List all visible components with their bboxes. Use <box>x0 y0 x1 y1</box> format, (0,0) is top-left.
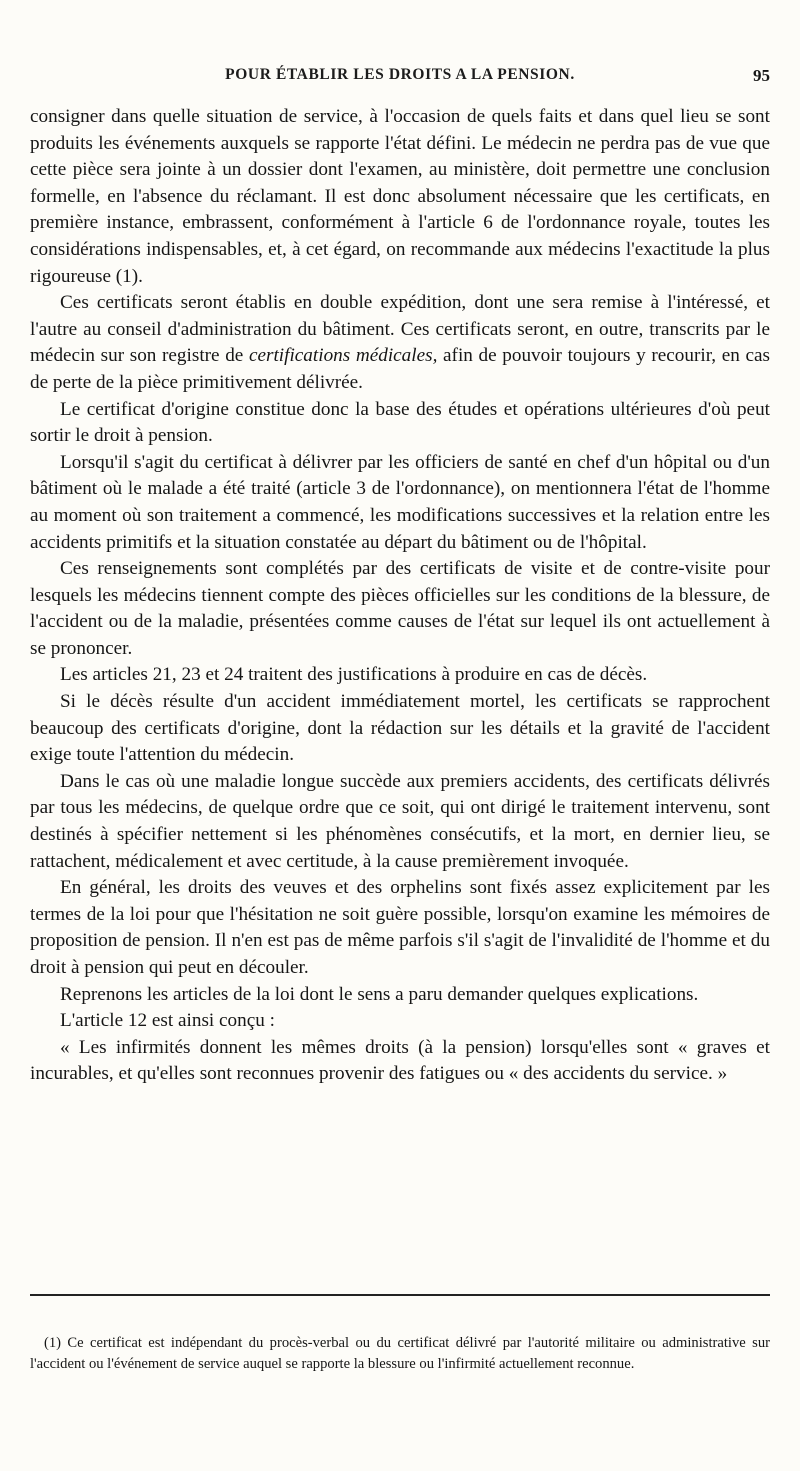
law-quotation <box>30 1035 770 1088</box>
quotation-text: « Les infirmités donnent les mêmes droits (à la pension) lorsqu'elles sont « graves et incurables, et qu'elles sont reconnues provenir des fatigues ou « des accidents du service. » <box>30 1036 770 1085</box>
paragraph-officiers-sante: Lorsqu'il s'agit du certificat à délivrer par les officiers de santé en chef d'un hôpital ou d'un bâtiment où le malade a été traité (article 3 de l'ordonnance), on mentionnera l'état de l'homme au moment où son traitement a commencé, les modifications successives et la relation entre les accidents primitifs et la situation constatée au départ du bâtiment ou de l'hôpital. <box>30 451 770 553</box>
paragraph-renseignements: Ces renseignements sont complétés par des certificats de visite et de contre-visite pour lesquels les médecins tiennent compte des pièces officielles sur les conditions de la blessure, de l'accident ou de la maladie, présentées comme causes de l'état sur lequel ils ont actuellement à se prononcer. <box>30 558 770 659</box>
paragraph-maladie-longue: Dans le cas où une maladie longue succède aux premiers accidents, des certificats délivrés par tous les médecins, de quelque ordre que ce soit, qui ont dirigé le traitement intervenu, sont destinés à spécifier nettement si les phénomènes consécutifs, et la mort, en dernier lieu, se rattachent, médicalement et avec certitude, à la cause premièrement invoquée. <box>30 770 770 872</box>
page-number: 95 <box>753 66 770 85</box>
paragraph-articles-deces: Les articles 21, 23 et 24 traitent des justifications à produire en cas de décès. <box>60 664 648 686</box>
running-title: POUR ÉTABLIR LES DROITS A LA PENSION. <box>225 66 575 83</box>
paragraph-accident-mortel: Si le décès résulte d'un accident immédiatement mortel, les certificats se rapprochent beaucoup des certificats d'origine, dont la rédaction sur les détails et la gravité de l'accident exige toute l'attention du médecin. <box>30 691 770 766</box>
paragraph-text-tail: afin de pouvoir toujours y recourir, en cas de perte de la pièce primitivement délivrée. <box>30 345 770 393</box>
body-text <box>30 104 770 1088</box>
paragraph-certificats-double <box>30 290 770 396</box>
footnote-separator <box>30 1294 770 1296</box>
paragraph-article-12: L'article 12 est ainsi conçu : <box>60 1010 275 1032</box>
footnote: (1) Ce certificat est indépendant du procès-verbal ou du certificat délivré par l'autorité militaire ou administrative sur l'accident ou l'événement de service auquel se rapporte la blessure ou l'infirmité actuellement reconnue. <box>30 1334 770 1372</box>
paragraph-reprenons: Reprenons les articles de la loi dont le sens a paru demander quelques explications. <box>60 983 699 1005</box>
paragraph-text: Ces certificats seront établis en double expédition, dont une sera remise à l'intéressé, et l'autre au conseil d'administration du bâtiment. Ces certificats seront, en outre, transcrits par le médecin sur son registre de <box>30 292 770 367</box>
paragraph-continued: consigner dans quelle situation de service, à l'occasion de quels faits et dans quel lieu se sont produits les événements auxquels se rapporte l'état défini. Le médecin ne perdra pas de vue que cette pièce sera jointe à un dossier dont l'examen, au ministère, doit permettre une conclusion formelle, en l'absence du réclamant. Il est donc absolument nécessaire que les certificats, en première instance, embrassent, conformément à l'article 6 de l'ordonnance royale, toutes les considérations indispensables, et, à cet égard, on recommande aux médecins l'exactitude la plus rigoureuse (1). <box>30 106 770 287</box>
paragraph-veuves-orphelins: En général, les droits des veuves et des orphelins sont fixés assez explicitement par les termes de la loi pour que l'hésitation ne soit guère possible, lorsqu'on examine les mémoires de proposition de pension. Il n'en est pas de même parfois s'il s'agit de l'invalidité de l'homme et du droit à pension qui peut en découler. <box>30 877 770 978</box>
italic-term: certifications médicales, <box>248 345 438 367</box>
running-header <box>30 66 770 94</box>
paragraph-certificat-origine: Le certificat d'origine constitue donc la base des études et opérations ultérieures d'où peut sortir le droit à pension. <box>30 398 770 447</box>
